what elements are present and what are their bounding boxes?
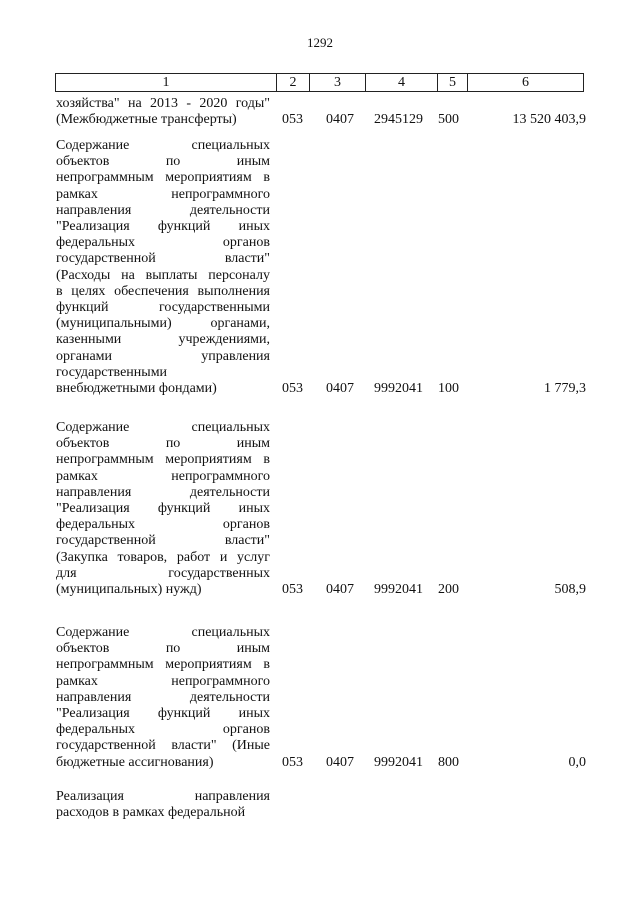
description-line: государственной власти" xyxy=(56,533,270,549)
description-line: бюджетные ассигнования) xyxy=(56,754,214,770)
description-line: (Межбюджетные трансферты) xyxy=(56,112,237,128)
description-line: "Реализация функций иных xyxy=(56,706,270,722)
amount-value: 13 520 403,9 xyxy=(512,112,586,128)
expense-type-code: 800 xyxy=(438,754,459,770)
target-article-code: 9992041 xyxy=(374,754,423,770)
amount-value: 1 779,3 xyxy=(544,381,586,397)
page-number: 1292 xyxy=(307,35,333,50)
row-codes xyxy=(56,112,586,128)
description-line: функций государственными xyxy=(56,300,270,316)
header-col-1: 1 xyxy=(56,74,277,91)
row-description xyxy=(56,420,270,598)
section-code: 0407 xyxy=(326,582,354,598)
table-row xyxy=(56,420,586,598)
description-line: непрограммным мероприятиям в xyxy=(56,452,270,468)
expense-type-code: 200 xyxy=(438,582,459,598)
table-row xyxy=(56,625,586,771)
description-line: федеральных органов xyxy=(56,722,270,738)
description-line: направления деятельности xyxy=(56,689,270,705)
description-line: "Реализация функций иных xyxy=(56,219,270,235)
description-line: Реализация направления xyxy=(56,789,270,804)
expense-type-code: 500 xyxy=(438,112,459,128)
amount-value: 508,9 xyxy=(554,582,586,598)
description-line: государственной власти" xyxy=(56,251,270,267)
description-line: расходов в рамках федеральной xyxy=(56,805,246,821)
row-description xyxy=(56,625,270,771)
description-line: объектов по иным xyxy=(56,641,270,657)
description-line: Содержание специальных xyxy=(56,420,270,435)
target-article-code: 9992041 xyxy=(374,582,423,598)
row-codes xyxy=(56,755,586,771)
description-line: рамках непрограммного xyxy=(56,186,270,202)
description-line: непрограммным мероприятиям в xyxy=(56,170,270,186)
description-line: Содержание специальных xyxy=(56,625,270,640)
description-line: (муниципальных) нужд) xyxy=(56,582,202,598)
header-col-3: 3 xyxy=(310,74,366,91)
target-article-code: 2945129 xyxy=(374,112,423,128)
description-line: государственными xyxy=(56,364,168,380)
section-code: 0407 xyxy=(326,754,354,770)
description-line: (Закупка товаров, работ и услуг xyxy=(56,549,270,565)
amount-value: 0,0 xyxy=(568,754,586,770)
description-line: органами управления xyxy=(56,348,270,364)
description-line: Содержание специальных xyxy=(56,138,270,153)
description-line: (Расходы на выплаты персоналу xyxy=(56,267,270,283)
description-line: внебюджетными фондами) xyxy=(56,381,217,397)
table-header-row xyxy=(55,73,584,92)
header-col-2: 2 xyxy=(277,74,310,91)
description-line: направления деятельности xyxy=(56,484,270,500)
section-code: 0407 xyxy=(326,381,354,397)
description-line: федеральных органов xyxy=(56,235,270,251)
description-line: для государственных xyxy=(56,565,270,581)
target-article-code: 9992041 xyxy=(374,381,423,397)
section-code: 0407 xyxy=(326,112,354,128)
description-line: казенными учреждениями, xyxy=(56,332,270,348)
description-line: направления деятельности xyxy=(56,202,270,218)
row-description xyxy=(56,138,270,397)
description-line: рамках непрограммного xyxy=(56,468,270,484)
expense-type-code: 100 xyxy=(438,381,459,397)
row-codes xyxy=(56,805,586,821)
table-row xyxy=(56,789,586,821)
description-line: в целях обеспечения выполнения xyxy=(56,283,270,299)
description-line: объектов по иным xyxy=(56,436,270,452)
ministry-code: 053 xyxy=(282,754,303,770)
description-line: федеральных органов xyxy=(56,517,270,533)
ministry-code: 053 xyxy=(282,381,303,397)
ministry-code: 053 xyxy=(282,582,303,598)
table-row xyxy=(56,138,586,397)
header-col-4: 4 xyxy=(366,74,438,91)
row-codes xyxy=(56,381,586,397)
description-line: объектов по иным xyxy=(56,154,270,170)
table-row xyxy=(56,96,586,128)
description-line: хозяйства" на 2013 - 2020 годы" xyxy=(56,96,270,111)
header-col-5: 5 xyxy=(438,74,468,91)
description-line: "Реализация функций иных xyxy=(56,501,270,517)
row-codes xyxy=(56,582,586,598)
description-line: государственной власти" (Иные xyxy=(56,738,270,754)
description-line: (муниципальными) органами, xyxy=(56,316,270,332)
description-line: рамках непрограммного xyxy=(56,673,270,689)
description-line: непрограммным мероприятиям в xyxy=(56,657,270,673)
ministry-code: 053 xyxy=(282,112,303,128)
header-col-6: 6 xyxy=(522,75,529,90)
